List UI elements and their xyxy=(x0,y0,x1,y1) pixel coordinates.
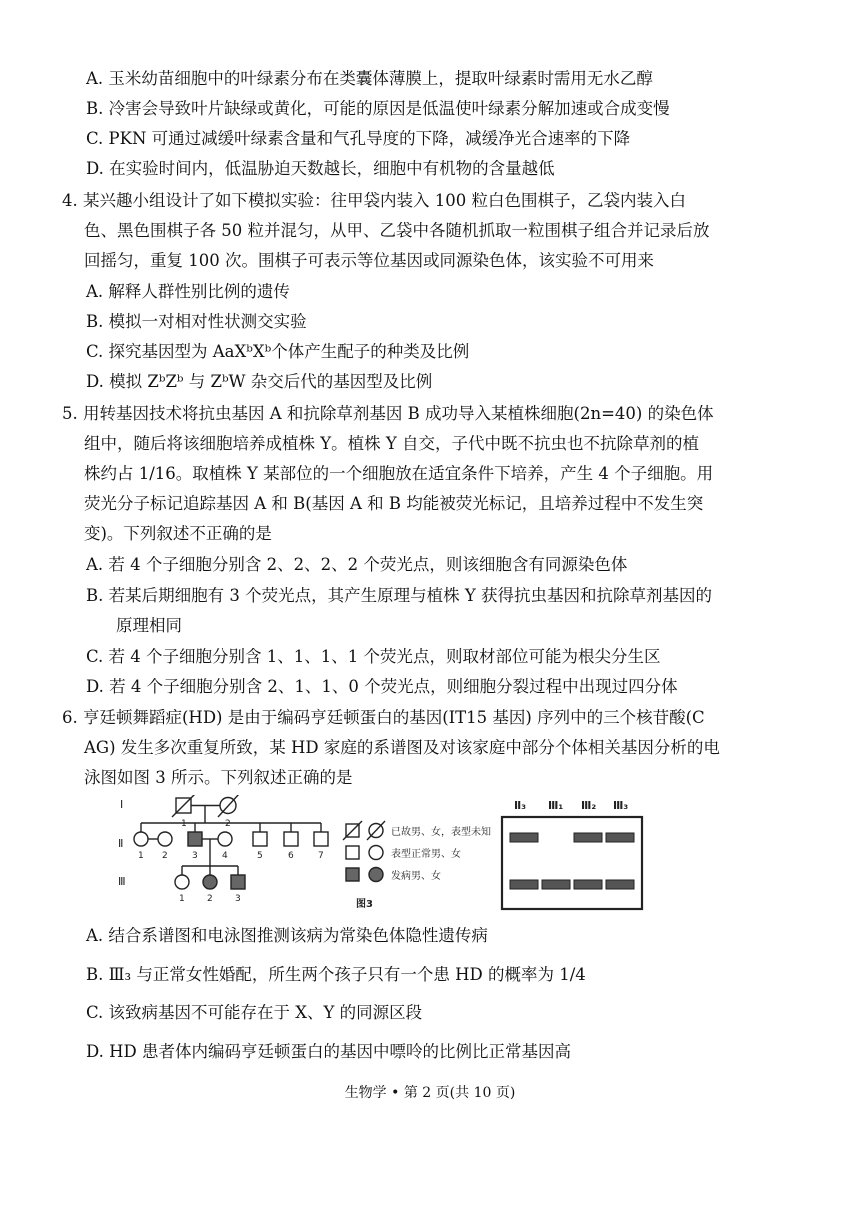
q6-option-d: D. HD 患者体内编码亨廷顿蛋白的基因中嘌呤的比例比正常基因高 xyxy=(86,1042,571,1061)
pedigree-III2-affected-female xyxy=(203,875,217,889)
legend-affected-male-icon xyxy=(346,868,359,881)
svg-text:1: 1 xyxy=(179,894,185,904)
q6-option-a: A. 结合系谱图和电泳图推测该病为常染色体隐性遗传病 xyxy=(86,926,488,945)
svg-text:3: 3 xyxy=(192,851,198,861)
q3-option-b: B. 冷害会导致叶片缺绿或黄化，可能的原因是低温使叶绿素分解加速或合成变慢 xyxy=(86,99,670,118)
pedigree-III1-female xyxy=(175,875,189,889)
pedigree-III3-affected-male xyxy=(231,875,245,889)
svg-text:7: 7 xyxy=(318,851,324,861)
q6-stem-line2: AG) 发生多次重复所致，某 HD 家庭的系谱图及对该家庭中部分个体相关基因分析的电 xyxy=(84,738,720,757)
pedigree-II5-male xyxy=(253,832,267,846)
pedigree-II1-female xyxy=(134,832,148,846)
figure-caption: 图3 xyxy=(356,899,373,910)
gel-header-II3: Ⅱ₃ xyxy=(514,799,527,812)
pedigree-II4-female xyxy=(218,832,232,846)
svg-text:6: 6 xyxy=(288,851,294,861)
q4-option-a: A. 解释人群性别比例的遗传 xyxy=(86,282,290,301)
gel-box xyxy=(502,817,642,909)
svg-text:1: 1 xyxy=(181,819,187,829)
svg-text:4: 4 xyxy=(222,851,228,861)
q6-stem-line1: 6. 亨廷顿舞蹈症(HD) 是由于编码亨廷顿蛋白的基因(IT15 基因) 序列中的三个核苷酸(C xyxy=(62,708,705,727)
gel-band-III2-upper xyxy=(574,833,602,842)
gel-band-III1-lower xyxy=(542,880,570,889)
legend-normal-label: 表型正常男、女 xyxy=(391,849,461,860)
q6-option-c: C. 该致病基因不可能存在于 X、Y 的同源区段 xyxy=(86,1003,423,1022)
legend-normal-female-icon xyxy=(369,846,383,860)
gel-header-III2: Ⅲ₂ xyxy=(581,799,597,812)
q4-option-c: C. 探究基因型为 AaXᵇXᵇ个体产生配子的种类及比例 xyxy=(86,342,470,361)
pedigree-II7-male xyxy=(314,832,328,846)
gel-band-II3-upper xyxy=(510,833,538,842)
legend-deceased-label: 已故男、女，表型未知 xyxy=(391,827,491,838)
q5-option-b-cont: 原理相同 xyxy=(116,616,182,635)
q5-option-a: A. 若 4 个子细胞分别含 2、2、2、2 个荧光点，则该细胞含有同源染色体 xyxy=(86,555,628,574)
gel-band-III3-upper xyxy=(606,833,634,842)
svg-text:2: 2 xyxy=(162,851,168,861)
svg-text:3: 3 xyxy=(235,894,241,904)
q4-option-d: D. 模拟 ZᵇZᵇ 与 ZᵇW 杂交后代的基因型及比例 xyxy=(86,372,433,391)
svg-text:1: 1 xyxy=(138,851,144,861)
gel-band-III2-lower xyxy=(574,880,602,889)
q5-stem-line1: 5. 用转基因技术将抗虫基因 A 和抗除草剂基因 B 成功导入某植株细胞(2n=40) 的染色体 xyxy=(62,404,714,423)
gen-label-1: Ⅰ xyxy=(120,798,124,811)
svg-text:2: 2 xyxy=(225,819,231,829)
q3-option-c: C. PKN 可通过减缓叶绿素含量和气孔导度的下降，减缓净光合速率的下降 xyxy=(86,129,631,148)
gel-band-II3-lower xyxy=(510,880,538,889)
gen-label-2: Ⅱ xyxy=(118,837,124,850)
svg-text:2: 2 xyxy=(207,894,213,904)
gel-band-III3-lower xyxy=(606,880,634,889)
gel-header-III1: Ⅲ₁ xyxy=(548,799,564,812)
legend-affected-female-icon xyxy=(369,868,383,882)
q4-stem-line2: 色、黑色围棋子各 50 粒并混匀，从甲、乙袋中各随机抓取一粒围棋子组合并记录后放 xyxy=(84,221,710,240)
pedigree-II3-affected-male xyxy=(188,832,202,846)
q5-option-b: B. 若某后期细胞有 3 个荧光点，其产生原理与植株 Y 获得抗虫基因和抗除草剂基因的 xyxy=(86,586,712,605)
gel-header-III3: Ⅲ₃ xyxy=(613,799,629,812)
q5-stem-line3: 株约占 1/16。取植株 Y 某部位的一个细胞放在适宜条件下培养，产生 4 个子细胞。用 xyxy=(84,464,714,483)
q3-option-d: D. 在实验时间内，低温胁迫天数越长，细胞中有机物的含量越低 xyxy=(86,159,555,178)
q4-stem-line3: 回摇匀，重复 100 次。围棋子可表示等位基因或同源染色体，该实验不可用来 xyxy=(84,251,654,270)
legend-normal-male-icon xyxy=(346,846,359,859)
pedigree-II6-male xyxy=(284,832,298,846)
q4-stem-line1: 4. 某兴趣小组设计了如下模拟实验：往甲袋内装入 100 粒白色围棋子，乙袋内装入白 xyxy=(62,191,686,210)
pedigree-II2-female xyxy=(158,832,172,846)
gen-label-3: Ⅲ xyxy=(118,875,126,888)
page-footer: 生物学 • 第 2 页(共 10 页) xyxy=(344,1085,516,1101)
figure-3 xyxy=(110,795,650,920)
q5-stem-line5: 变)。下列叙述不正确的是 xyxy=(84,524,272,543)
q5-option-c: C. 若 4 个子细胞分别含 1、1、1、1 个荧光点，则取材部位可能为根尖分生区 xyxy=(86,647,661,666)
q3-option-a: A. 玉米幼苗细胞中的叶绿素分布在类囊体薄膜上，提取叶绿素时需用无水乙醇 xyxy=(86,69,653,88)
q5-option-d: D. 若 4 个子细胞分别含 2、1、1、0 个荧光点，则细胞分裂过程中出现过四分体 xyxy=(86,677,678,696)
q5-stem-line4: 荧光分子标记追踪基因 A 和 B(基因 A 和 B 均能被荧光标记，且培养过程中不发生突 xyxy=(84,494,704,513)
q6-stem-line3: 泳图如图 3 所示。下列叙述正确的是 xyxy=(84,768,353,787)
q6-option-b: B. Ⅲ₃ 与正常女性婚配，所生两个孩子只有一个患 HD 的概率为 1/4 xyxy=(86,965,586,984)
svg-text:5: 5 xyxy=(257,851,263,861)
q4-option-b: B. 模拟一对相对性状测交实验 xyxy=(86,312,307,331)
legend-affected-label: 发病男、女 xyxy=(391,871,441,882)
q5-stem-line2: 组中，随后将该细胞培养成植株 Y。植株 Y 自交，子代中既不抗虫也不抗除草剂的植 xyxy=(84,434,700,453)
